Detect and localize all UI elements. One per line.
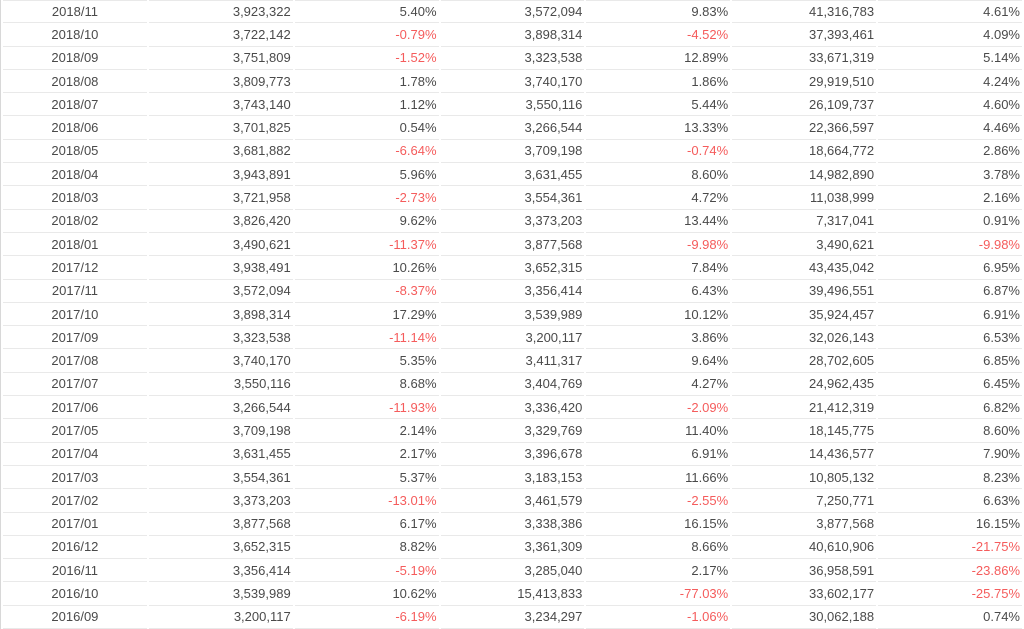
change-pct-cell: 16.15%	[878, 513, 1022, 536]
data-cell: 37,393,461	[732, 23, 876, 46]
change-pct-cell: 5.44%	[586, 93, 730, 116]
change-pct-cell: 2.16%	[878, 186, 1022, 209]
data-cell: 14,982,890	[732, 163, 876, 186]
data-cell: 22,366,597	[732, 116, 876, 139]
change-pct-cell: -11.93%	[295, 396, 439, 419]
table-row	[3, 373, 1022, 396]
date-cell: 2018/05	[3, 140, 147, 163]
table-row	[3, 93, 1022, 116]
change-pct-cell: 4.60%	[878, 93, 1022, 116]
change-pct-cell: -5.19%	[295, 559, 439, 582]
change-pct-cell: 8.68%	[295, 373, 439, 396]
date-cell: 2018/09	[3, 47, 147, 70]
data-cell: 3,539,989	[441, 303, 585, 326]
change-pct-cell: 1.12%	[295, 93, 439, 116]
change-pct-cell: -0.79%	[295, 23, 439, 46]
data-cell: 3,490,621	[732, 233, 876, 256]
data-cell: 35,924,457	[732, 303, 876, 326]
date-cell: 2018/08	[3, 70, 147, 93]
data-cell: 39,496,551	[732, 280, 876, 303]
date-cell: 2017/06	[3, 396, 147, 419]
change-pct-cell: 6.53%	[878, 326, 1022, 349]
change-pct-cell: -6.19%	[295, 606, 439, 629]
data-cell: 7,317,041	[732, 210, 876, 233]
change-pct-cell: 2.14%	[295, 419, 439, 442]
data-cell: 33,671,319	[732, 47, 876, 70]
data-cell: 3,923,322	[149, 0, 293, 23]
date-cell: 2018/03	[3, 186, 147, 209]
change-pct-cell: 4.09%	[878, 23, 1022, 46]
change-pct-cell: 16.15%	[586, 513, 730, 536]
data-cell: 40,610,906	[732, 536, 876, 559]
table-row	[3, 116, 1022, 139]
change-pct-cell: 0.74%	[878, 606, 1022, 629]
change-pct-cell: -8.37%	[295, 280, 439, 303]
date-cell: 2017/07	[3, 373, 147, 396]
change-pct-cell: 6.85%	[878, 349, 1022, 372]
data-cell: 3,877,568	[441, 233, 585, 256]
date-cell: 2016/09	[3, 606, 147, 629]
change-pct-cell: 6.43%	[586, 280, 730, 303]
change-pct-cell: 9.62%	[295, 210, 439, 233]
change-pct-cell: 6.63%	[878, 489, 1022, 512]
date-cell: 2018/11	[3, 0, 147, 23]
date-cell: 2018/06	[3, 116, 147, 139]
change-pct-cell: 3.86%	[586, 326, 730, 349]
change-pct-cell: 9.83%	[586, 0, 730, 23]
data-cell: 3,943,891	[149, 163, 293, 186]
change-pct-cell: -4.52%	[586, 23, 730, 46]
change-pct-cell: -0.74%	[586, 140, 730, 163]
table-row	[3, 326, 1022, 349]
change-pct-cell: 17.29%	[295, 303, 439, 326]
change-pct-cell: -9.98%	[878, 233, 1022, 256]
date-cell: 2018/10	[3, 23, 147, 46]
data-cell: 3,898,314	[441, 23, 585, 46]
table-row	[3, 256, 1022, 279]
data-cell: 14,436,577	[732, 443, 876, 466]
data-cell: 3,652,315	[441, 256, 585, 279]
change-pct-cell: -23.86%	[878, 559, 1022, 582]
date-cell: 2017/11	[3, 280, 147, 303]
date-cell: 2018/02	[3, 210, 147, 233]
data-cell: 3,826,420	[149, 210, 293, 233]
change-pct-cell: 11.40%	[586, 419, 730, 442]
table-row	[3, 47, 1022, 70]
change-pct-cell: -2.09%	[586, 396, 730, 419]
data-cell: 3,681,882	[149, 140, 293, 163]
change-pct-cell: 0.91%	[878, 210, 1022, 233]
data-cell: 3,411,317	[441, 349, 585, 372]
data-cell: 3,266,544	[441, 116, 585, 139]
data-cell: 3,285,040	[441, 559, 585, 582]
data-cell: 30,062,188	[732, 606, 876, 629]
date-cell: 2017/12	[3, 256, 147, 279]
change-pct-cell: 10.62%	[295, 582, 439, 605]
data-cell: 3,554,361	[441, 186, 585, 209]
change-pct-cell: 6.45%	[878, 373, 1022, 396]
change-pct-cell: 1.78%	[295, 70, 439, 93]
change-pct-cell: 10.26%	[295, 256, 439, 279]
change-pct-cell: -6.64%	[295, 140, 439, 163]
date-cell: 2017/02	[3, 489, 147, 512]
table-row	[3, 163, 1022, 186]
data-cell: 3,356,414	[149, 559, 293, 582]
table-row	[3, 489, 1022, 512]
data-cell: 3,539,989	[149, 582, 293, 605]
data-cell: 33,602,177	[732, 582, 876, 605]
table-row	[3, 466, 1022, 489]
change-pct-cell: -25.75%	[878, 582, 1022, 605]
data-cell: 3,572,094	[441, 0, 585, 23]
change-pct-cell: 3.78%	[878, 163, 1022, 186]
data-cell: 3,709,198	[149, 419, 293, 442]
data-cell: 3,740,170	[441, 70, 585, 93]
data-cell: 41,316,783	[732, 0, 876, 23]
data-cell: 3,323,538	[441, 47, 585, 70]
change-pct-cell: -11.37%	[295, 233, 439, 256]
table-row	[3, 536, 1022, 559]
change-pct-cell: 2.17%	[586, 559, 730, 582]
data-cell: 3,550,116	[441, 93, 585, 116]
data-cell: 18,145,775	[732, 419, 876, 442]
change-pct-cell: -77.03%	[586, 582, 730, 605]
change-pct-cell: 13.33%	[586, 116, 730, 139]
table-row	[3, 210, 1022, 233]
data-cell: 3,361,309	[441, 536, 585, 559]
change-pct-cell: 2.86%	[878, 140, 1022, 163]
table-row	[3, 0, 1022, 23]
table-row	[3, 280, 1022, 303]
data-cell: 3,743,140	[149, 93, 293, 116]
change-pct-cell: 4.46%	[878, 116, 1022, 139]
data-cell: 3,877,568	[732, 513, 876, 536]
table-row	[3, 186, 1022, 209]
change-pct-cell: -1.06%	[586, 606, 730, 629]
change-pct-cell: -1.52%	[295, 47, 439, 70]
change-pct-cell: 6.91%	[586, 443, 730, 466]
change-pct-cell: 4.24%	[878, 70, 1022, 93]
change-pct-cell: 2.17%	[295, 443, 439, 466]
date-cell: 2017/05	[3, 419, 147, 442]
change-pct-cell: 8.23%	[878, 466, 1022, 489]
table-row	[3, 559, 1022, 582]
table-row	[3, 140, 1022, 163]
data-cell: 3,550,116	[149, 373, 293, 396]
data-cell: 3,200,117	[149, 606, 293, 629]
data-cell: 3,323,538	[149, 326, 293, 349]
change-pct-cell: 6.82%	[878, 396, 1022, 419]
data-cell: 3,631,455	[441, 163, 585, 186]
data-cell: 3,652,315	[149, 536, 293, 559]
change-pct-cell: 8.82%	[295, 536, 439, 559]
data-cell: 18,664,772	[732, 140, 876, 163]
data-cell: 3,373,203	[149, 489, 293, 512]
data-cell: 3,809,773	[149, 70, 293, 93]
data-cell: 3,373,203	[441, 210, 585, 233]
data-cell: 3,338,386	[441, 513, 585, 536]
change-pct-cell: -2.55%	[586, 489, 730, 512]
data-cell: 3,938,491	[149, 256, 293, 279]
table-row	[3, 513, 1022, 536]
data-cell: 29,919,510	[732, 70, 876, 93]
data-cell: 24,962,435	[732, 373, 876, 396]
data-cell: 3,740,170	[149, 349, 293, 372]
change-pct-cell: -13.01%	[295, 489, 439, 512]
change-pct-cell: 6.17%	[295, 513, 439, 536]
change-pct-cell: 6.87%	[878, 280, 1022, 303]
change-pct-cell: 11.66%	[586, 466, 730, 489]
data-cell: 3,721,958	[149, 186, 293, 209]
date-cell: 2017/09	[3, 326, 147, 349]
data-cell: 3,631,455	[149, 443, 293, 466]
data-cell: 3,554,361	[149, 466, 293, 489]
data-cell: 21,412,319	[732, 396, 876, 419]
change-pct-cell: -21.75%	[878, 536, 1022, 559]
change-pct-cell: 8.66%	[586, 536, 730, 559]
table-row	[3, 419, 1022, 442]
table-body	[3, 0, 1022, 629]
date-cell: 2018/01	[3, 233, 147, 256]
data-cell: 3,877,568	[149, 513, 293, 536]
data-cell: 11,038,999	[732, 186, 876, 209]
data-cell: 3,404,769	[441, 373, 585, 396]
data-cell: 32,026,143	[732, 326, 876, 349]
data-cell: 3,572,094	[149, 280, 293, 303]
change-pct-cell: 7.90%	[878, 443, 1022, 466]
change-pct-cell: 7.84%	[586, 256, 730, 279]
change-pct-cell: 13.44%	[586, 210, 730, 233]
change-pct-cell: 5.96%	[295, 163, 439, 186]
data-cell: 3,751,809	[149, 47, 293, 70]
change-pct-cell: -2.73%	[295, 186, 439, 209]
change-pct-cell: 12.89%	[586, 47, 730, 70]
change-pct-cell: 1.86%	[586, 70, 730, 93]
data-cell: 7,250,771	[732, 489, 876, 512]
change-pct-cell: 5.40%	[295, 0, 439, 23]
table-row	[3, 349, 1022, 372]
data-cell: 3,898,314	[149, 303, 293, 326]
change-pct-cell: 0.54%	[295, 116, 439, 139]
table-row	[3, 396, 1022, 419]
date-cell: 2016/11	[3, 559, 147, 582]
data-cell: 3,234,297	[441, 606, 585, 629]
data-cell: 3,266,544	[149, 396, 293, 419]
data-cell: 36,958,591	[732, 559, 876, 582]
change-pct-cell: -11.14%	[295, 326, 439, 349]
table-row	[3, 443, 1022, 466]
change-pct-cell: 4.61%	[878, 0, 1022, 23]
data-cell: 3,200,117	[441, 326, 585, 349]
data-cell: 3,490,621	[149, 233, 293, 256]
change-pct-cell: 5.37%	[295, 466, 439, 489]
date-cell: 2018/07	[3, 93, 147, 116]
date-cell: 2018/04	[3, 163, 147, 186]
table-row	[3, 582, 1022, 605]
change-pct-cell: 5.35%	[295, 349, 439, 372]
date-cell: 2017/03	[3, 466, 147, 489]
date-cell: 2016/12	[3, 536, 147, 559]
change-pct-cell: 8.60%	[878, 419, 1022, 442]
data-cell: 3,329,769	[441, 419, 585, 442]
data-cell: 3,709,198	[441, 140, 585, 163]
change-pct-cell: 6.95%	[878, 256, 1022, 279]
change-pct-cell: 9.64%	[586, 349, 730, 372]
change-pct-cell: -9.98%	[586, 233, 730, 256]
change-pct-cell: 5.14%	[878, 47, 1022, 70]
data-cell: 15,413,833	[441, 582, 585, 605]
change-pct-cell: 4.72%	[586, 186, 730, 209]
date-cell: 2017/04	[3, 443, 147, 466]
data-cell: 28,702,605	[732, 349, 876, 372]
data-cell: 3,701,825	[149, 116, 293, 139]
date-cell: 2017/01	[3, 513, 147, 536]
table-row	[3, 233, 1022, 256]
data-cell: 3,183,153	[441, 466, 585, 489]
table-row	[3, 23, 1022, 46]
table-row	[3, 70, 1022, 93]
table-row	[3, 303, 1022, 326]
change-pct-cell: 6.91%	[878, 303, 1022, 326]
change-pct-cell: 4.27%	[586, 373, 730, 396]
date-cell: 2017/08	[3, 349, 147, 372]
date-cell: 2017/10	[3, 303, 147, 326]
data-cell: 3,356,414	[441, 280, 585, 303]
data-cell: 3,461,579	[441, 489, 585, 512]
data-cell: 3,396,678	[441, 443, 585, 466]
data-cell: 43,435,042	[732, 256, 876, 279]
table-row	[3, 606, 1022, 629]
data-cell: 26,109,737	[732, 93, 876, 116]
data-cell: 3,722,142	[149, 23, 293, 46]
date-cell: 2016/10	[3, 582, 147, 605]
data-cell: 3,336,420	[441, 396, 585, 419]
change-pct-cell: 8.60%	[586, 163, 730, 186]
data-cell: 10,805,132	[732, 466, 876, 489]
change-pct-cell: 10.12%	[586, 303, 730, 326]
